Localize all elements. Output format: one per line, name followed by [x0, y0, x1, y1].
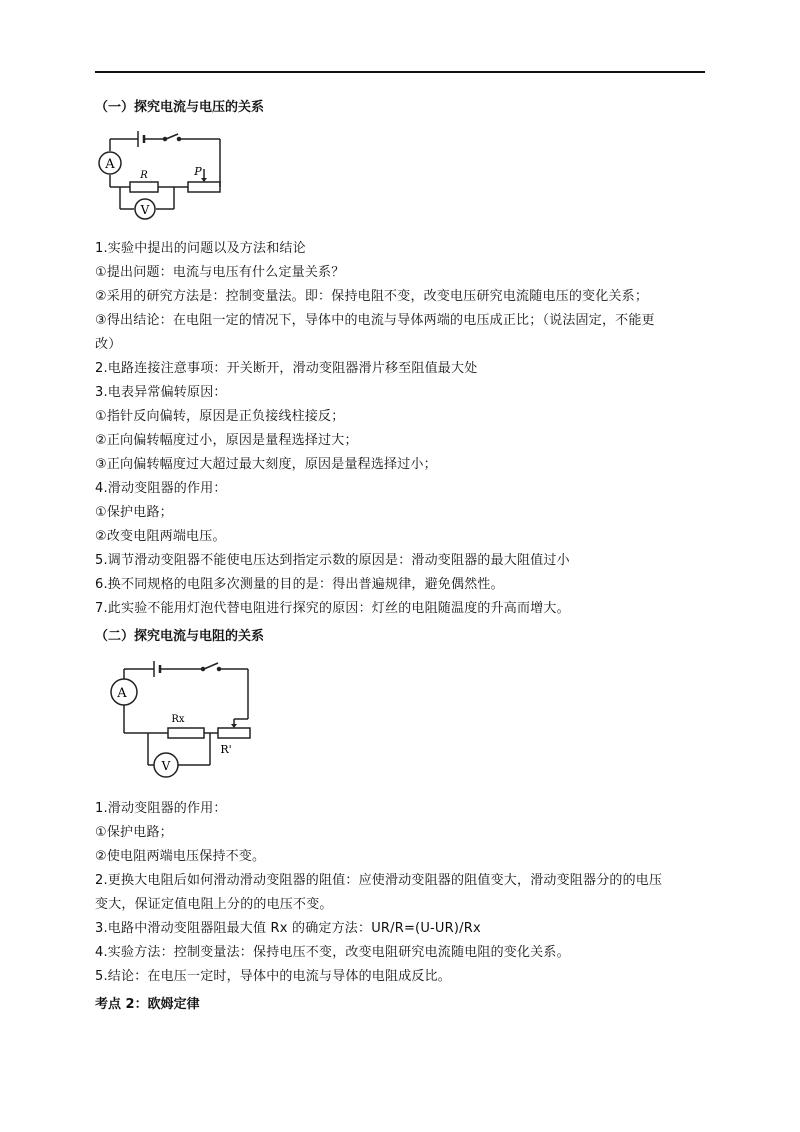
s1-line: ②采用的研究方法是：控制变量法。即：保持电阻不变，改变电压研究电流随电压的变化关系； — [95, 289, 649, 304]
s1-line: 7.此实验不能用灯泡代替电阻进行探究的原因：灯丝的电阻随温度的升高而增大。 — [95, 601, 570, 616]
s1-line: 3.电表异常偏转原因： — [95, 385, 227, 400]
s1-line: ②正向偏转幅度过小，原因是量程选择过大； — [95, 433, 358, 448]
s2-line: 3.电路中滑动变阻器阻最大值 Rx 的确定方法：UR/R=(U-UR)/Rx — [95, 921, 481, 936]
s1-line: 6.换不同规格的电阻多次测量的目的是：得出普遍规律，避免偶然性。 — [95, 577, 504, 592]
ammeter-label: A — [105, 157, 115, 172]
voltmeter-label: V — [140, 203, 150, 217]
s1-line: 1.实验中提出的问题以及方法和结论 — [95, 241, 306, 256]
ammeter-label: A — [117, 686, 127, 701]
resistor-label: Rx — [171, 714, 185, 725]
circuit-diagram-2 — [98, 655, 268, 779]
s2-line: 1.滑动变阻器的作用： — [95, 801, 227, 816]
s2-line: 5.结论：在电压一定时，导体中的电流与导体的电阻成反比。 — [95, 969, 452, 984]
s1-line: ②改变电阻两端电压。 — [95, 529, 226, 544]
section2-heading: （二）探究电流与电阻的关系 — [95, 629, 265, 644]
s1-line: ①指针反向偏转，原因是正负接线柱接反； — [95, 409, 345, 424]
s1-line: ①保护电路； — [95, 505, 173, 520]
s1-line: 5.调节滑动变阻器不能使电压达到指定示数的原因是：滑动变阻器的最大阻值过小 — [95, 553, 570, 568]
s1-line: ③正向偏转幅度过大超过最大刻度，原因是量程选择过小； — [95, 457, 437, 472]
resistor-label: R — [140, 170, 148, 181]
s1-line: 改） — [95, 337, 122, 352]
s2-line: 4.实验方法：控制变量法：保持电压不变，改变电阻研究电流随电阻的变化关系。 — [95, 945, 570, 960]
s1-line: 4.滑动变阻器的作用： — [95, 481, 227, 496]
rheostat-label: R' — [220, 743, 232, 756]
voltmeter-label: V — [161, 759, 171, 773]
rheostat-label: P — [194, 165, 202, 178]
s2-line: 变大，保证定值电阻上分的的电压不变。 — [95, 897, 333, 912]
s1-line: ①提出问题：电流与电压有什么定量关系？ — [95, 265, 345, 280]
section1-heading: （一）探究电流与电压的关系 — [95, 100, 265, 115]
circuit-diagram-1 — [98, 127, 228, 223]
top-rule — [95, 71, 705, 73]
s2-line: ①保护电路； — [95, 825, 173, 840]
s2-line: ②使电阻两端电压保持不变。 — [95, 849, 266, 864]
s2-line: 2.更换大电阻后如何滑动滑动变阻器的阻值：应使滑动变阻器的阻值变大，滑动变阻器分的的电压 — [95, 873, 663, 888]
s1-line: ③得出结论：在电阻一定的情况下，导体中的电流与导体两端的电压成正比；（说法固定，不能更 — [95, 313, 655, 328]
section3-heading: 考点 2：欧姆定律 — [95, 997, 200, 1012]
s1-line: 2.电路连接注意事项：开关断开，滑动变阻器滑片移至阻值最大处 — [95, 361, 478, 376]
